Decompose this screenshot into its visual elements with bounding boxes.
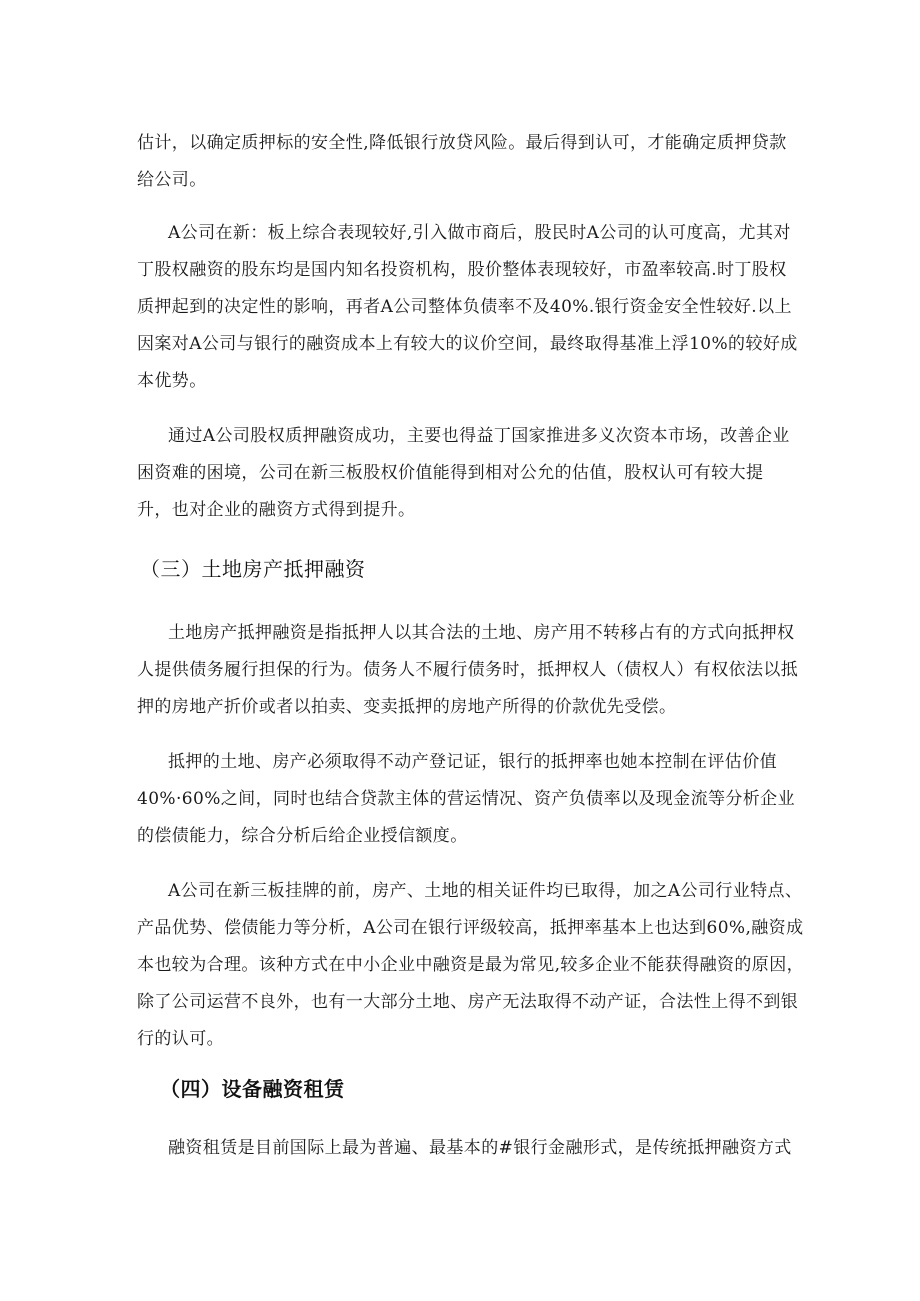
paragraph-line: 人提供债务履行担保的行为。债务人不履行债务时，抵押权人（债权人）有权依法以抵 (137, 660, 799, 680)
paragraph-line: 抵押的土地、房产必须取得不动产登记证，银行的抵押率也她本控制在评估价值 (168, 752, 777, 772)
paragraph-line: 本也较为合理。该种方式在中小企业中融资是最为常见,较多企业不能获得融资的原因， (137, 955, 805, 975)
paragraph-line: 给公司。 (137, 170, 207, 190)
paragraph-line: 估计，以确定质押标的安全性,降低银行放贷风险。最后得到认可，才能确定质押贷款 (137, 133, 787, 153)
paragraph-line: 质押起到的决定性的影响，再者A公司整体负债率不及40%.银行资金安全性较好.以上 (137, 297, 792, 317)
paragraph-line: A公司在新：板上综合表现较好,引入做市商后，股民时A公司的认可度高，尤其对 (168, 223, 791, 243)
paragraph-line: 除了公司运营不良外，也有一大部分土地、房产无法取得不动产证，合法性上得不到银 (137, 992, 799, 1012)
paragraph-line: 升，也对企业的融资方式得到提升。 (137, 500, 416, 520)
paragraph-line: 40%·60%之间，同时也结合贷款主体的营运情况、资产负债率以及现金流等分析企业 (137, 789, 795, 809)
paragraph-line: 丁股权融资的股东均是国内知名投资机构，股价整体表现较好，市盈率较高.时丁股权 (137, 260, 787, 280)
paragraph-line: 因案对A公司与银行的融资成本上有较大的议价空间，最终取得基准上浮10%的较好成 (137, 334, 798, 354)
paragraph-line: 押的房地产折价或者以拍卖、变卖抵押的房地产所得的价款优先受偿。 (137, 697, 677, 717)
paragraph-line: 通过A公司股权质押融资成功，主要也得益丁国家推进多义次资本市场，改善企业 (168, 426, 790, 446)
paragraph-line: 本优势。 (137, 371, 207, 391)
paragraph-line: 土地房产抵押融资是指抵押人以其合法的土地、房产用不转移占有的方式向抵押权 (168, 623, 795, 643)
paragraph-line: A公司在新三板挂牌的前，房产、土地的相关证件均已取得，加之A公司行业特点、 (168, 881, 803, 901)
paragraph-line: 困资难的困境，公司在新三板股权价值能得到相对公允的估值，股权认可有较大提 (137, 463, 764, 483)
section-heading-4: （四）设备融资租赁 (160, 1077, 345, 1101)
paragraph-line: 行的认可。 (137, 1029, 224, 1049)
paragraph-line: 融资租赁是目前国际上最为普遍、最基本的#银行金融形式，是传统抵押融资方式 (168, 1138, 792, 1158)
paragraph-line: 产品优势、偿债能力等分析，A公司在银行评级较高，抵押率基本上也达到60%,融资成 (137, 918, 804, 938)
section-heading-3: （三）土地房产抵押融资 (140, 557, 366, 581)
paragraph-line: 的偿债能力，综合分析后给企业授信额度。 (137, 826, 468, 846)
